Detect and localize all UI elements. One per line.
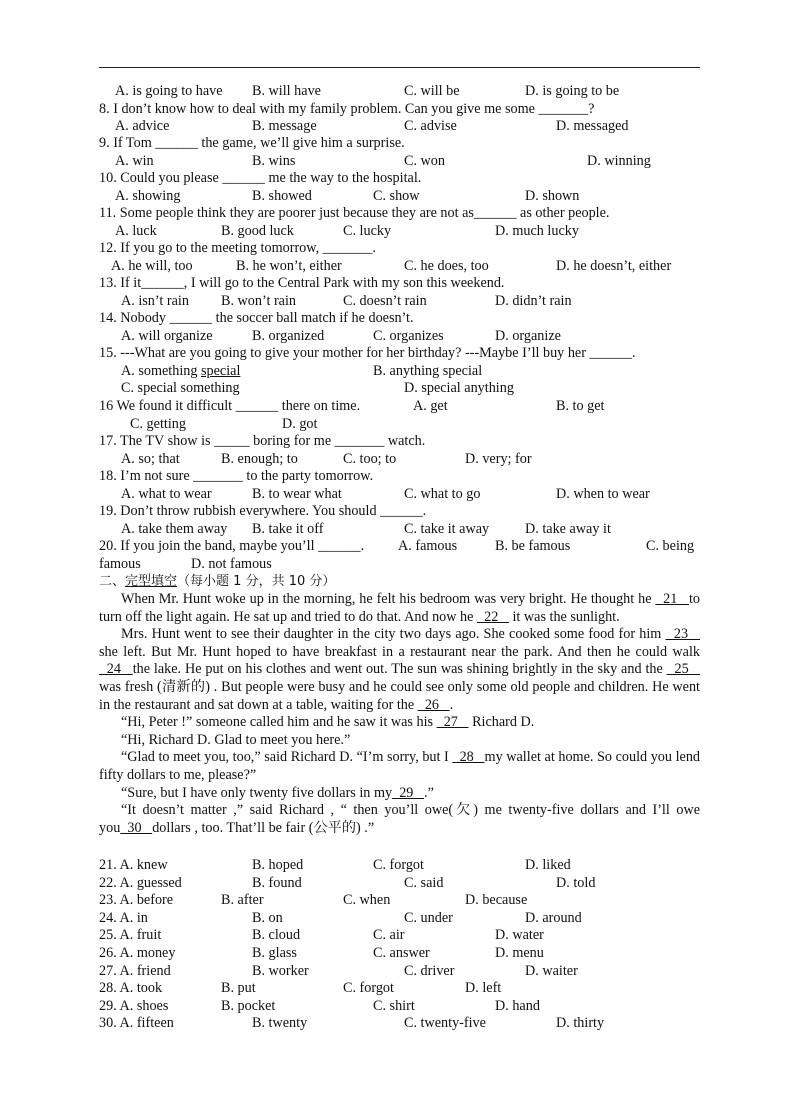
cloze-option-25-c: C. air — [373, 927, 405, 944]
q10-stem: 10. Could you please ______ me the way to the hospital. — [99, 170, 422, 186]
q20-stem: 20. If you join the band, maybe you’ll ______. — [99, 538, 365, 554]
q14-option-a: A. will organize — [121, 328, 213, 344]
passage-paragraph-4: “Hi, Richard D. Glad to meet you here.” — [121, 731, 351, 748]
q17-option-d: D. very; for — [465, 451, 532, 467]
underlined-word: special — [201, 363, 241, 379]
q9-option-a: A. win — [115, 153, 154, 169]
q15-option-d: D. special anything — [404, 380, 514, 396]
q19-option-d: D. take away it — [525, 521, 611, 537]
blank-23: 23 — [665, 626, 700, 643]
q15-option-a — [121, 363, 240, 380]
q10-option-d: D. shown — [525, 188, 580, 204]
q18-option-a: A. what to wear — [121, 486, 212, 502]
q15-option-b: B. anything special — [373, 363, 483, 379]
q12-stem: 12. If you go to the meeting tomorrow, _______. — [99, 240, 376, 256]
cloze-option-24-b: B. on — [252, 909, 283, 926]
passage-paragraph-7: “It doesn’t matter ,” said Richard , “ then you’ll owe(欠) me twenty-five dollars and I’ll owe you 30 dollars , too. That’ll be fair (公平的) .” — [99, 802, 700, 836]
q13-option-a: A. isn’t rain — [121, 293, 189, 309]
cloze-option-27-c: C. driver — [404, 962, 455, 979]
q20-option-a: A. famous — [398, 538, 458, 554]
header-rule — [99, 67, 700, 68]
q8-option-d: D. messaged — [556, 118, 629, 134]
q15-option-a-text: A. something special — [121, 363, 241, 379]
blank-24: 24 — [99, 661, 133, 678]
cloze-option-25-d: D. water — [495, 927, 544, 944]
q12-option-a: A. he will, too — [111, 258, 193, 274]
q7-option-c: C. will be — [404, 83, 460, 99]
cloze-option-29-b: B. pocket — [221, 997, 276, 1014]
cloze-option-21-a: 21. A. knew — [99, 857, 168, 873]
q16-option-b: B. to get — [556, 398, 605, 414]
q15-stem: 15. ---What are you going to give your mother for her birthday? ---Maybe I’ll buy her ______. — [99, 345, 636, 361]
cloze-option-24-d: D. around — [525, 909, 582, 926]
q20-option-c: C. being — [646, 538, 695, 554]
cloze-option-29-a: 29. A. shoes — [99, 997, 169, 1014]
cloze-option-22-a: 22. A. guessed — [99, 874, 182, 891]
cloze-option-25-b: B. cloud — [252, 927, 301, 944]
q12-option-b: B. he won’t, either — [236, 258, 342, 274]
blank-21: 21 — [655, 591, 689, 607]
q13-stem: 13. If it______, I will go to the Central Park with my son this weekend. — [99, 275, 505, 291]
q11-option-a: A. luck — [115, 223, 157, 239]
cloze-option-26-c: C. answer — [373, 945, 430, 961]
q13-option-d: D. didn’t rain — [495, 293, 572, 309]
section-2-title: 完型填空 — [125, 574, 178, 589]
cloze-option-28-b: B. put — [221, 980, 256, 997]
q13-option-c: C. doesn’t rain — [343, 293, 427, 309]
cloze-option-22-c: C. said — [404, 874, 444, 891]
cloze-option-27-a: 27. A. friend — [99, 962, 171, 979]
cloze-option-27-d: D. waiter — [525, 962, 578, 979]
q11-option-d: D. much lucky — [495, 223, 579, 239]
q15-option-c: C. special something — [121, 380, 240, 396]
cloze-option-21-c: C. forgot — [373, 857, 424, 873]
q17-stem: 17. The TV show is _____ boring for me _______ watch. — [99, 433, 426, 449]
section-2-scoring: （每小题 1 分，共 10 分） — [177, 574, 336, 589]
q16-option-a: A. get — [413, 398, 448, 414]
q14-stem: 14. Nobody ______ the soccer ball match if he doesn’t. — [99, 310, 414, 326]
cloze-option-26-a: 26. A. money — [99, 945, 176, 961]
q14-option-b: B. organized — [252, 328, 325, 344]
cloze-option-23-a: 23. A. before — [99, 892, 174, 909]
q8-option-c: C. advise — [404, 118, 457, 134]
q10-option-c: C. show — [373, 188, 420, 204]
cloze-option-27-b: B. worker — [252, 962, 309, 979]
q9-option-c: C. won — [404, 153, 445, 169]
cloze-option-26-b: B. glass — [252, 945, 297, 961]
q18-option-c: C. what to go — [404, 486, 481, 502]
q7-option-d: D. is going to be — [525, 83, 620, 99]
q8-option-a: A. advice — [115, 118, 170, 134]
cloze-option-28-a: 28. A. took — [99, 980, 163, 997]
cloze-option-26-d: D. menu — [495, 945, 544, 961]
q11-stem: 11. Some people think they are poorer just because they are not as______ as other people. — [99, 205, 610, 221]
section-2-heading — [99, 573, 335, 590]
cloze-option-29-c: C. shirt — [373, 997, 415, 1014]
cloze-option-23-b: B. after — [221, 892, 264, 909]
q7-option-a: A. is going to have — [115, 83, 223, 99]
q20-option-b: B. be famous — [495, 538, 571, 554]
q17-option-c: C. too; to — [343, 451, 397, 467]
cloze-option-22-b: B. found — [252, 874, 302, 891]
cloze-option-29-d: D. hand — [495, 997, 540, 1014]
cloze-option-30-d: D. thirty — [556, 1015, 605, 1032]
q8-option-b: B. message — [252, 118, 317, 134]
q18-option-b: B. to wear what — [252, 486, 342, 502]
passage-paragraph-1: When Mr. Hunt woke up in the morning, he felt his bedroom was very bright. He thought he 21 to turn off the light again. He sat up and tried to do that. And now he 22 it was the sunlight. — [99, 591, 701, 625]
passage-paragraph-2: Mrs. Hunt went to see their daughter in the city two days ago. She cooked some food for him 23 she left. But Mr. Hunt hoped to have breakfast in a restaurant near the park. And then he could walk 24 the lake. He put on his clothes and went out. The sun was shining brightly in the sky and the 25 was fresh (清新的) . But people were busy and he could see only some old people and children. He went in the restaurant and sat down at a table, waiting for the 26 . — [99, 626, 701, 713]
q11-option-c: C. lucky — [343, 223, 392, 239]
q9-option-d: D. winning — [587, 153, 651, 169]
q17-option-b: B. enough; to — [221, 451, 298, 467]
cloze-passage — [99, 591, 700, 837]
blank-22: 22 — [477, 608, 509, 625]
q20-option-c-continued: famous — [99, 556, 141, 572]
cloze-option-23-d: D. because — [465, 892, 528, 909]
q11-option-b: B. good luck — [221, 223, 294, 239]
q14-option-c: C. organizes — [373, 328, 444, 344]
cloze-option-24-c: C. under — [404, 909, 453, 926]
cloze-option-23-c: C. when — [343, 892, 391, 909]
q9-stem: 9. If Tom ______ the game, we’ll give him a surprise. — [99, 135, 405, 151]
cloze-option-24-a: 24. A. in — [99, 909, 148, 926]
q19-option-b: B. take it off — [252, 521, 324, 537]
q14-option-d: D. organize — [495, 328, 561, 344]
q20-option-d: D. not famous — [191, 556, 272, 572]
passage-paragraph-3: “Hi, Peter !” someone called him and he saw it was his 27 Richard D. — [121, 714, 535, 731]
blank-26: 26 — [417, 696, 450, 713]
cloze-option-28-c: C. forgot — [343, 980, 394, 997]
blank-29: 29 — [392, 784, 425, 801]
cloze-option-25-a: 25. A. fruit — [99, 927, 162, 944]
blank-25: 25 — [666, 661, 701, 678]
q18-option-d: D. when to wear — [556, 486, 650, 502]
passage-paragraph-5: “Glad to meet you, too,” said Richard D. “I’m sorry, but I 28 my wallet at home. So could you lend fifty dollars to me, please?” — [99, 749, 701, 783]
blank-30: 30 — [120, 819, 153, 836]
cloze-option-30-c: C. twenty-five — [404, 1015, 486, 1032]
blank-28: 28 — [452, 749, 485, 766]
cloze-option-30-b: B. twenty — [252, 1015, 308, 1032]
passage-paragraph-6: “Sure, but I have only twenty five dollars in my 29 .” — [121, 784, 434, 801]
cloze-option-22-d: D. told — [556, 874, 596, 891]
q8-stem: 8. I don’t know how to deal with my family problem. Can you give me some _______? — [99, 101, 595, 117]
blank-27: 27 — [436, 714, 469, 731]
q19-option-a: A. take them away — [121, 521, 228, 537]
q16-option-c: C. getting — [130, 416, 186, 432]
cloze-option-30-a: 30. A. fifteen — [99, 1015, 174, 1032]
q17-option-a: A. so; that — [121, 451, 180, 467]
q12-option-c: C. he does, too — [404, 258, 489, 274]
q18-stem: 18. I’m not sure _______ to the party tomorrow. — [99, 468, 374, 484]
q16-stem: 16 We found it difficult ______ there on time. — [99, 398, 361, 414]
q9-option-b: B. wins — [252, 153, 296, 169]
cloze-option-21-d: D. liked — [525, 857, 571, 873]
q16-option-d: D. got — [282, 416, 318, 432]
cloze-option-28-d: D. left — [465, 980, 502, 997]
q19-stem: 19. Don’t throw rubbish everywhere. You should ______. — [99, 503, 427, 519]
q10-option-b: B. showed — [252, 188, 312, 204]
q7-option-b: B. will have — [252, 83, 321, 99]
q13-option-b: B. won’t rain — [221, 293, 297, 309]
section-2-prefix: 二、 — [99, 574, 126, 589]
q19-option-c: C. take it away — [404, 521, 490, 537]
cloze-option-21-b: B. hoped — [252, 857, 304, 873]
q10-option-a: A. showing — [115, 188, 181, 204]
q12-option-d: D. he doesn’t, either — [556, 258, 672, 274]
